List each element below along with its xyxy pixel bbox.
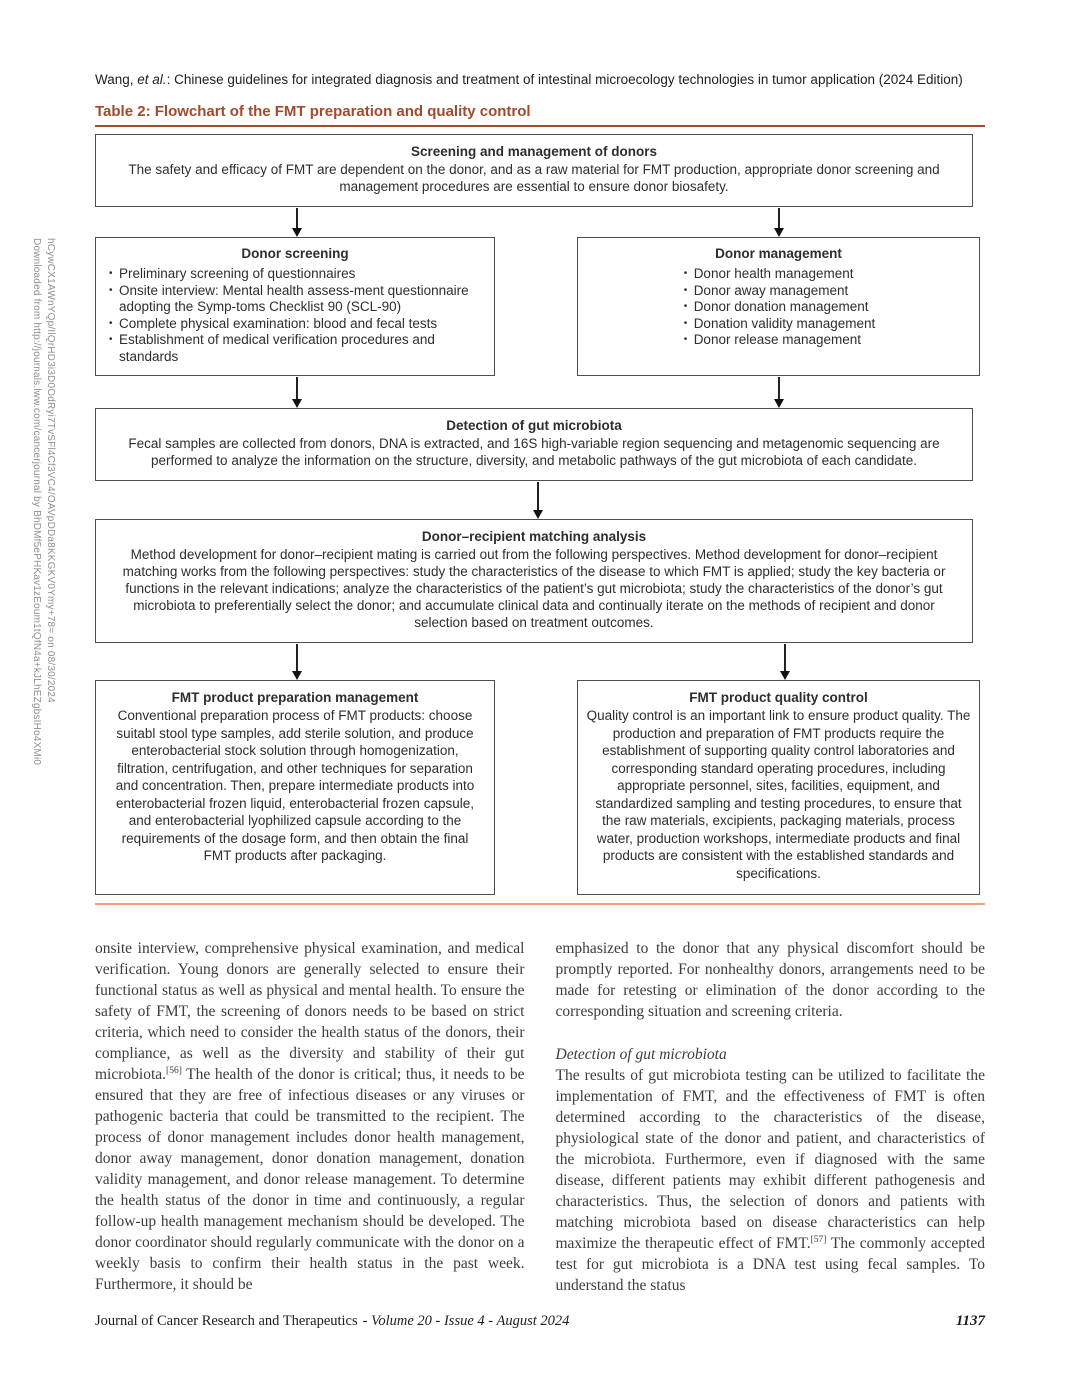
download-watermark <box>29 238 57 765</box>
down-arrow-icon <box>292 644 302 680</box>
page-number: 1137 <box>955 1313 985 1329</box>
down-arrow-icon <box>774 208 784 237</box>
flow-box-title: Detection of gut microbiota <box>446 418 622 433</box>
flow-box-title: Donor–recipient matching analysis <box>421 529 647 544</box>
body-column-right <box>556 938 986 1296</box>
paragraph: emphasized to the donor that any physical discomfort should be promptly reported. For nonhealthy donors, arrangements need to be made for retesting or elimination of the donor according to the corresponding situation and screening criteria. <box>555 940 985 1020</box>
flow-box-text: Quality control is an important link to ensure product quality. The production and preparation of FMT products require the establishment of supporting quality control laboratories and corresponding standard operating procedures, including appropriate personnel, sites, facilities, equipment, and standardized sampling and testing procedures, to ensure that the raw materials, excipients, packaging materials, process water, production workshops, intermediate products and final products are consistent with the established standards and specifications. <box>586 708 971 881</box>
flow-box-text: The safety and efficacy of FMT are dependent on the donor, and as a raw material for FMT production, appropriate donor screening and management procedures are essential to ensure donor biosafety. <box>128 162 940 194</box>
arrow-row <box>95 376 985 408</box>
flow-row <box>95 237 980 376</box>
list-item: • Complete physical examination: blood and fecal tests <box>107 316 483 333</box>
flow-row <box>95 680 980 895</box>
journal-issue: - Volume 20 - Issue 4 - August 2024 <box>362 1313 570 1329</box>
page-content <box>95 72 985 1296</box>
citation-ref: [56] <box>166 1065 182 1076</box>
watermark-line-1: Downloaded from http://journals.lww.com/cancerjournal by BhDMf5ePHKav1zEoum1tQfN4a+kJLhEZgbsIHo4XMi0 <box>31 238 42 766</box>
flow-box-quality <box>577 680 980 895</box>
flow-box-matching <box>95 519 973 643</box>
flow-box-title: FMT product preparation management <box>171 690 419 705</box>
fmt-flowchart <box>95 134 985 895</box>
down-arrow-icon <box>780 644 790 680</box>
flow-box-title: Donor screening <box>241 246 349 261</box>
paragraph-text: onsite interview, comprehensive physical examination, and medical verification. Young donors are generally selected to ensure their functional status as well as physical and mental health. To ensure the safety of FMT, the screening of donors needs to be based on strict criteria, which need to consider the health status of the donors, their compliance, as well as the diversity and stability of their gut microbiota. <box>95 940 525 1083</box>
flow-box-text: Fecal samples are collected from donors, DNA is extracted, and 16S high-variable region sequencing and metagenomic sequencing are performed to analyze the information on the structure, diversity, and metabolic pathways of the gut microbiota of each candidate. <box>128 436 940 468</box>
flow-box-title: Donor management <box>715 246 842 261</box>
citation-ref: [57] <box>810 1234 827 1245</box>
footer-journal-line <box>95 1313 569 1330</box>
donor-screening-list <box>107 266 483 365</box>
table-bottom-rule <box>95 903 985 905</box>
watermark-line-2: hCywCX1AWnYQp/IlQrHD3i3D0OdRyi7TvSFl4Cf3VC4/OAVpDDa8KKGKV0Ymy+78= on 08/30/2024 <box>45 238 56 703</box>
paragraph-text: The commonly accepted test for gut microbiota is a DNA test using fecal samples. To understand the status <box>555 1235 985 1294</box>
body-columns <box>95 938 985 1296</box>
running-head-etal: et al. <box>137 72 167 87</box>
down-arrow-icon <box>533 482 543 519</box>
journal-name: Journal of Cancer Research and Therapeutics <box>95 1313 358 1329</box>
page-footer <box>95 1313 985 1330</box>
list-item: • Onsite interview: Mental health assess-ment questionnaire adopting the Symp-toms Checklist 90 (SCL-90) <box>107 283 483 316</box>
list-item: • Donor donation management <box>682 299 876 316</box>
flow-box-text: Method development for donor–recipient mating is carried out from the following perspectives. Method development for donor–recipient matching works from the following perspectives: study the characteristics of the disease to which FMT is applied; study the key bacteria or functions in the relevant indications; analyze the characteristics of the patient’s gut microbiota; study the characteristics of the donor’s gut microbiota to preferentially select the donor; and accumulate clinical data and continually iterate on the methods of recipient and donor selection based on treatment outcomes. <box>122 547 946 630</box>
flow-box-text: Conventional preparation process of FMT products: choose suitabl stool type samples, add sterile solution, and produce enterobacterial stock solution through homogenization, filtration, centrifugation, and other techniques for separation and concentration. Then, prepare intermediate products into enterobacterial frozen liquid, enterobacterial frozen capsule, and enterobacterial lyophilized capsule according to the requirements of the dosage form, and then obtain the final FMT products after packaging. <box>115 708 475 863</box>
arrow-row <box>95 481 985 519</box>
flow-box-title: FMT product quality control <box>689 690 868 705</box>
running-head-prefix: Wang, <box>95 72 138 87</box>
running-head <box>95 72 985 87</box>
paragraph-text: The health of the donor is critical; thus, it needs to be ensured that they are free of infectious diseases or any viruses or pathogenic bacteria that could be transmitted to the recipient. The process of donor management includes donor health management, donor away management, donor donation management, donation validity management, and donor release management. To determine the health status of the donor in time and continuously, a regular follow-up health management mechanism should be developed. The donor coordinator should regularly communicate with the donor on a weekly basis to confirm their health status in the past week. Furthermore, it should be <box>95 1066 525 1293</box>
flow-box-detection <box>95 408 973 481</box>
down-arrow-icon <box>292 208 302 237</box>
paragraph-text: The results of gut microbiota testing can be utilized to facilitate the implementation of FMT, and the effectiveness of FMT is often determined according to the characteristics of the disease, physiological state of the donor and patient, and characteristics of the microbiota. Furthermore, even if diagnosed with the same disease, different patients may exhibit different pathogenesis and characteristics. Thus, the selection of donors and patients with matching microbiota based on disease characteristics can help maximize the therapeutic effect of FMT. <box>555 1067 985 1252</box>
list-item: • Donation validity management <box>682 316 876 333</box>
flow-box-screening-management <box>95 134 973 207</box>
down-arrow-icon <box>774 377 784 408</box>
list-item: • Preliminary screening of questionnaires <box>107 266 483 283</box>
running-head-suffix: : Chinese guidelines for integrated diagnosis and treatment of intestinal microecology technologies in tumor application (2024 Edition) <box>166 72 963 87</box>
flow-box-preparation <box>95 680 495 895</box>
down-arrow-icon <box>292 377 302 408</box>
table-title: Table 2: Flowchart of the FMT preparation and quality control <box>95 103 531 120</box>
flow-box-donor-screening <box>95 237 495 376</box>
flow-box-title: Screening and management of donors <box>410 144 658 159</box>
arrow-row <box>95 643 985 680</box>
arrow-row <box>95 207 985 237</box>
list-item: • Establishment of medical verification procedures and standards <box>107 332 483 365</box>
paragraph <box>95 938 525 1295</box>
section-subheading: Detection of gut microbiota <box>555 1046 727 1063</box>
flow-box-donor-management <box>577 237 980 376</box>
list-item: • Donor release management <box>682 332 876 349</box>
body-column-left <box>95 938 525 1296</box>
paragraph <box>556 1065 986 1296</box>
table-title-rule <box>95 125 985 127</box>
donor-management-list <box>682 266 876 349</box>
list-item: • Donor away management <box>682 283 876 300</box>
list-item: • Donor health management <box>682 266 876 283</box>
